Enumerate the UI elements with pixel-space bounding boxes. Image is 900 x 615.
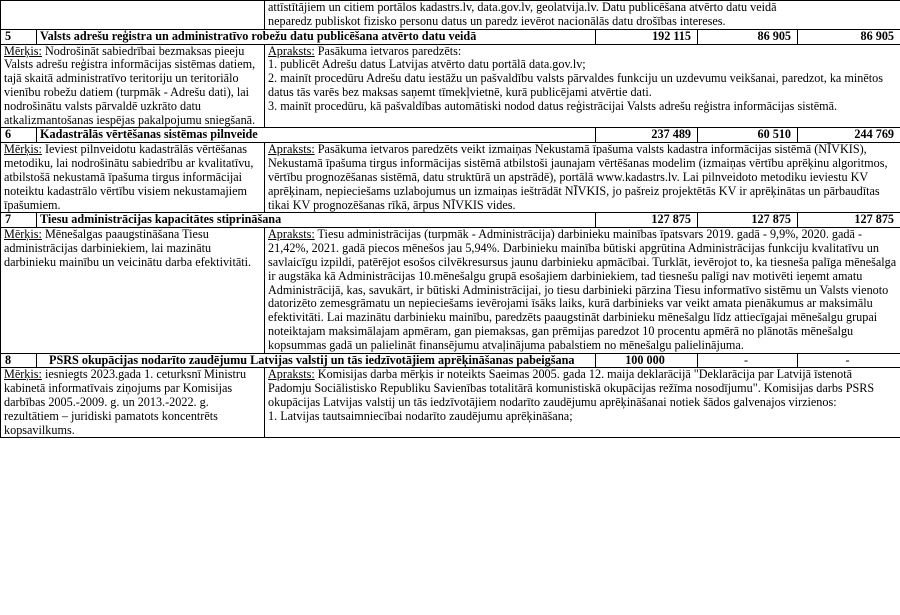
measure-detail-row [1,368,900,438]
measure-title: Tiesu administrācijas kapacitātes stiprināšana [37,213,596,228]
description-paragraph: Apraksts: Tiesu administrācijas (turpmāk - Administrācija) darbinieku mainības īpatsvars 2019. gadā - 9,9%, 2020. gadā - 21,42%, 2021. gadā piecos mēnešos jau 5,94%. Darbinieku mainība būtiski apgrūtina Administrācijas funkciju kvalitatīvu un savlaicīgu izpildi, patērējot esošos cilvēkresursus jaunu darbinieku apmācībai. Turklāt, ievērojot to, ka tiesneša palīga mēnešalga ir augstāka kā Administrācijas 10.mēnešalgu grupā esošajiem darbiniekiem, tad tiesnešu palīgi nav motivēti ieņemt amatu Administrācijā, kas, savukārt, ir būtiski Administrācijai, jo tiesu darbinieki pārzina Tiesu informatīvo sistēmu un Valsts vienoto datorizēto zemesgrāmatu un nepieciešams ievērojami īsāks laiks, kurā darbinieks var veikt amata pienākumus ar maksimālu efektivitāti. Lai mazinātu darbinieku mainību, paredzēts paaugstināt darbinieku mēnešalgu līdz attiecīgajai mēnešalgu grupai noteiktajam maksimālajam apmēram, gan piemaksas, gan prēmijas paredzot 10 procentu apmērā no plānotās mēnešalgu kopsummas gadā un palielināt finansējumu atvaļinājuma pabalstiem no mēnešalgu palielinājuma. [268,227,897,352]
description-paragraph: 1. Latvijas tautsaimniecībai nodarīto zaudējumu aprēķināšana; [268,408,573,423]
description-label: Apraksts: [268,44,315,58]
goal-label: Mērķis: [4,227,42,242]
goal-cell [1,44,265,128]
goal-text: Nodrošināt sabiedrībai bezmaksas pieeju Valsts adrešu reģistra informācijas sistēmas datiem, tajā skaitā administratīvo teritoriju un teritoriālo vienību robežu datiem (turpmāk - Adrešu dati), lai nodrošinātu valsts pārvaldē uzkrāto datu atkalizmantošanas iespējas pakalpojumu sniegšanā. [4,44,256,127]
description-paragraph: 1. publicēt Adrešu datus Latvijas atvērto datu portālā data.gov.lv; [268,57,586,72]
description-paragraph: 3. mainīt procedūru, kā pašvaldības automātiski nodod datus reģistrācijai Valsts adrešu reģistra informācijas sistēmā. [268,98,838,113]
goal-cell [1,143,265,213]
amount-cell: 244 769 [798,128,900,143]
measure-header-row [1,213,900,228]
goal-text: Ieviest pilnveidotu kadastrālās vērtēšanas metodiku, lai nodrošinātu sabiedrību ar kvalitatīvu, atbilstošā nekustamā īpašuma tirgus informācijai noteiktu kadastrālo vērtību visiem nekustamajiem īpašumiem. [4,142,254,212]
measure-detail-row [1,228,900,353]
measure-number: 7 [1,213,37,228]
measure-number: 5 [1,29,37,44]
amount-cell: 86 905 [698,29,798,44]
description-label: Apraksts: [268,142,315,157]
description-cell [265,368,900,438]
continuation-text-cell [265,1,900,30]
goal-cell [1,228,265,353]
description-cell [265,44,900,128]
amount-cell: 100 000 [596,353,698,368]
description-paragraph: 2. mainīt procedūru Adrešu datu iestāžu un pašvaldību valsts pārvaldes funkciju un uzdevumu veikšanai, paredzot, ka minētos datus tās varēs bez maksas saņemt tīmekļvietnē, kurā publicējami atvērtie dati. [268,71,883,99]
amount-cell: - [798,353,900,368]
goal-text: Mēnešalgas paaugstināšana Tiesu administrācijas darbiniekiem, lai mazinātu darbinieku mainību un veicinātu darba efektivitāti. [4,227,252,269]
description-paragraph: Apraksts: Pasākuma ietvaros paredzēts veikt izmaiņas Nekustamā īpašuma valsts kadastra informācijas sistēmā (NĪVKIS), Nekustamā īpašuma tirgus informācijas sistēmā atbilstoši jaunajam vērtēšanas modelim (izmaiņas vērtību aprēķinu algoritmos, vērtību prognozēšanas sistēmā, datu struktūrā un apstrādē), portālā www.kadastrs.lv. Lai pilnveidoto metodiku ieviestu KV aprēķinam, nepieciešams uzlabojumus un izmaiņas ieštrādāt NĪVKIS, jo pašreiz projektētās KV ir aprēķinātas un pārbaudītas tikai KV prognozēšanas rīkā, ārpus NĪVKIS vides. [268,142,888,212]
measure-number: 8 [1,353,37,368]
continuation-line: neparedz publiskot fizisko personu datus un paredz ievērot nacionālās datu drošības intereses. [268,13,726,28]
goal-text: iesniegts 2023.gada 1. ceturksnī Ministru kabinetā informatīvais ziņojums par Komisijas darbības 2005.-2009. g. un 2013.-2022. g. rezultātiem – juridiski pamatots koncentrēts kopsavilkums. [4,367,247,437]
amount-cell: - [698,353,798,368]
amount-cell: 86 905 [798,29,900,44]
measure-title: PSRS okupācijas nodarīto zaudējumu Latvijas valstij un tās iedzīvotājiem aprēķināšanas pabeigšana [37,353,596,368]
measure-title: Kadastrālās vērtēšanas sistēmas pilnveide [37,128,596,143]
amount-cell: 237 489 [596,128,698,143]
amount-cell: 127 875 [596,213,698,228]
measure-detail-row [1,143,900,213]
goal-label: Mērķis: [4,44,42,58]
description-paragraph: Apraksts: Komisijas darba mērķis ir noteikts Saeimas 2005. gada 12. maija deklarācijā "Deklarācija par Latvijā īstenotā Padomju Sociālistisko Republiku Savienības totalitārā komunistiskā okupācijas režīma nosodījumu". Komisijas darbs PSRS okupācijas Latvijas valstij un tās iedzīvotājiem nodarīto zaudējumu aprēķināšanai notiek šādos galvenajos virzienos: [268,367,875,409]
description-cell [265,228,900,353]
goal-label: Mērķis: [4,142,42,157]
goal-label: Mērķis: [4,367,42,382]
amount-cell: 127 875 [798,213,900,228]
measure-title: Valsts adrešu reģistra un administratīvo robežu datu publicēšana atvērto datu veidā [37,29,596,44]
continuation-row [1,1,900,30]
description-cell [265,143,900,213]
goal-cell [1,368,265,438]
amount-cell: 127 875 [698,213,798,228]
description-label: Apraksts: [268,367,315,382]
amount-cell: 192 115 [596,29,698,44]
description-paragraph: Apraksts: Pasākuma ietvaros paredzēts: [268,44,462,58]
measure-header-row [1,128,900,143]
continuation-left-cell [1,1,265,30]
amount-cell: 60 510 [698,128,798,143]
measure-header-row [1,353,900,368]
continuation-line: attīstītājiem un citiem portālos kadastrs.lv, data.gov.lv, geolatvija.lv. Datu publicēšana atvērto datu veidā [268,0,777,14]
description-label: Apraksts: [268,227,315,242]
measure-number: 6 [1,128,37,143]
measure-header-row [1,29,900,44]
measure-detail-row [1,44,900,128]
